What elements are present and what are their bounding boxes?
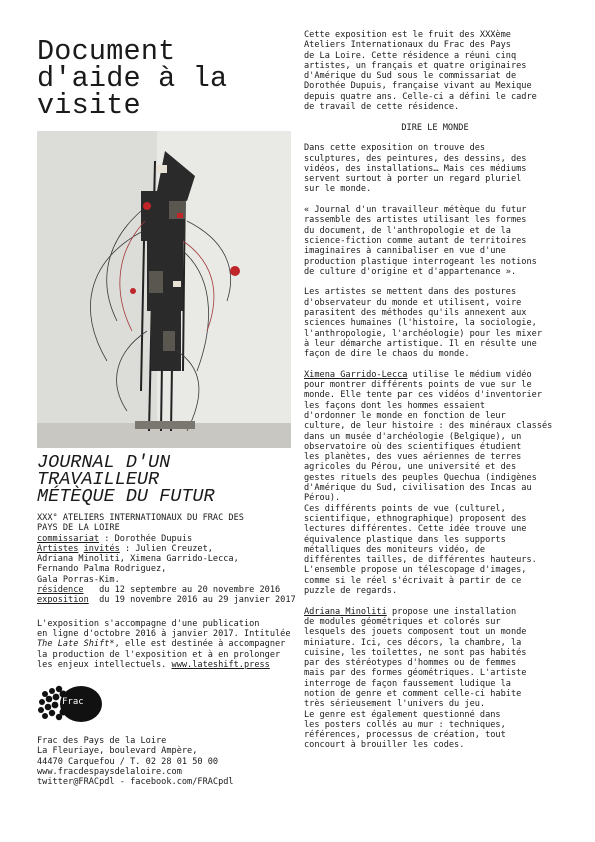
- publication-info: L'exposition s'accompagne d'une publication en ligne d'octobre 2016 à janvier 2017. Intitulée The Late Shift*, elle est destinée à accompagner la production de l'exposition et à en prolonger les enjeux intellectuels. www.lateshift.press: [37, 618, 291, 670]
- artwork-photo: [37, 131, 291, 448]
- frac-logo: [37, 684, 103, 724]
- paragraph-mediums: Dans cette exposition on trouve des sculptures, des peintures, des dessins, des vidéos, des installations… Mais ces médiums servent surtout à porter un regard pluriel sur le monde.: [304, 143, 527, 195]
- page-title: Document d'aide à la visite: [37, 35, 228, 122]
- lateshift-link[interactable]: www.lateshift.press: [171, 659, 270, 670]
- section-heading: DIRE LE MONDE: [401, 122, 469, 133]
- paragraph-quote: « Journal d'un travailleur métèque du futur rassemble des artistes utilisant les formes du document, de l'anthropologie et de la science-fiction comme autant de territoires imaginaires à cannibaliser en vue d'une production plastique interrogeant les notions de culture d'origine et d'appartenance ».: [304, 205, 537, 277]
- right-column: [304, 30, 566, 751]
- contact-footer: Frac des Pays de la Loire La Fleuriaye, boulevard Ampère, 44470 Carquefou / T. 02 28 01 50 00 www.fracdespaysdelaloire.com twitter@FRACpdl - facebook.com/FRACpdl: [37, 736, 291, 787]
- artwork-illustration: [37, 131, 291, 448]
- paragraph-ximena: Ximena Garrido-Lecca utilise le médium vidéo pour montrer différents points de vue sur le monde. Elle tente par ces vidéos d'inventorier les façons dont les hommes essaient d'ordonner le monde en fonction de leur culture, de leur histoire : des minéraux classés dans un musée d'archéologie (Belgique), un observatoire où des scientifiques étudient les planètes, des vues aériennes de terres agricoles du Pérou, une université et des gestes rituels des peuples Quechua (indigènes d'Amérique du Sud, civilisation des Incas au Pérou). Ces différents points de vue (culturel, scientifique, ethnographique) proposent des lectures différentes. Cette idée trouve une équivalence plastique dans les supports métalliques des moniteurs vidéo, de différentes tailles, de différentes hauteurs. L'ensemble propose un télescopage d'images, comme si le réel s'écrivait à partir de ce puzzle de regards.: [304, 369, 553, 597]
- event-info: XXX° ATELIERS INTERNATIONAUX DU FRAC DES PAYS DE LA LOIRE commissariat : Dorothée Dupuis Artistes invités : Julien Creuzet, Adriana Minoliti, Ximena Garrido-Lecca, Fernando Palma Rodriguez, Gala Porras-Kim. résidence du 12 septembre au 20 novembre 2016 exposition du 19 novembre 2016 au 29 janvier 2017: [37, 513, 296, 606]
- paragraph-artists: Les artistes se mettent dans des postures d'observateur du monde et utilisent, voire parasitent des méthodes qu'ils annexent aux sciences humaines (l'histoire, la sociologie, l'anthropologie, l'archéologie) pour les mixer à leur démarche artistique. Il en résulte une façon de dire le chaos du monde.: [304, 287, 542, 360]
- residence-line: résidence du 12 septembre au 20 novembre 2016: [37, 585, 281, 596]
- artist-name-ximena: Ximena Garrido-Lecca: [304, 369, 408, 380]
- social-links[interactable]: twitter@FRACpdl - facebook.com/FRACpdl: [37, 777, 234, 788]
- curator-line: commissariat : Dorothée Dupuis: [37, 533, 193, 544]
- paragraph-adriana: Adriana Minoliti propose une installation de modules géométriques et colorés sur lesquels des jouets composent tout un monde miniature. Ici, ces décors, la chambre, la cuisine, les toilettes, ne sont pas habités par des stéréotypes d'hommes ou de femmes mais par des formes géométriques. L'artiste interroge de façon faussement ludique la notion de genre et comment celle-ci habite très sérieusement l'univers du jeu. Le genre est également questionné dans les posters collés au mur : techniques, références, processus de création, tout concourt à brouiller les codes.: [304, 606, 527, 751]
- artwork-title: JOURNAL D'UN TRAVAILLEUR MÉTÈQUE DU FUTUR: [37, 452, 215, 507]
- intro-paragraph: Cette exposition est le fruit des XXXème Ateliers Internationaux du Frac des Pays de La Loire. Cette résidence a réuni cinq artistes, un français et quatre originaires d'Amérique du Sud sous le commissariat de Dorothée Dupuis, française vivant au Mexique depuis quatre ans. Celle-ci a défini le cadre de travail de cette résidence.: [304, 30, 537, 113]
- artists-line: Artistes invités : Julien Creuzet,: [37, 543, 213, 554]
- exhibition-line: exposition du 19 novembre 2016 au 29 janvier 2017: [37, 595, 296, 606]
- website-link[interactable]: www.fracdespaysdelaloire.com: [37, 767, 182, 778]
- artist-name-adriana: Adriana Minoliti: [304, 606, 387, 617]
- left-column: [37, 35, 296, 788]
- logo-label: Frac: [62, 697, 84, 708]
